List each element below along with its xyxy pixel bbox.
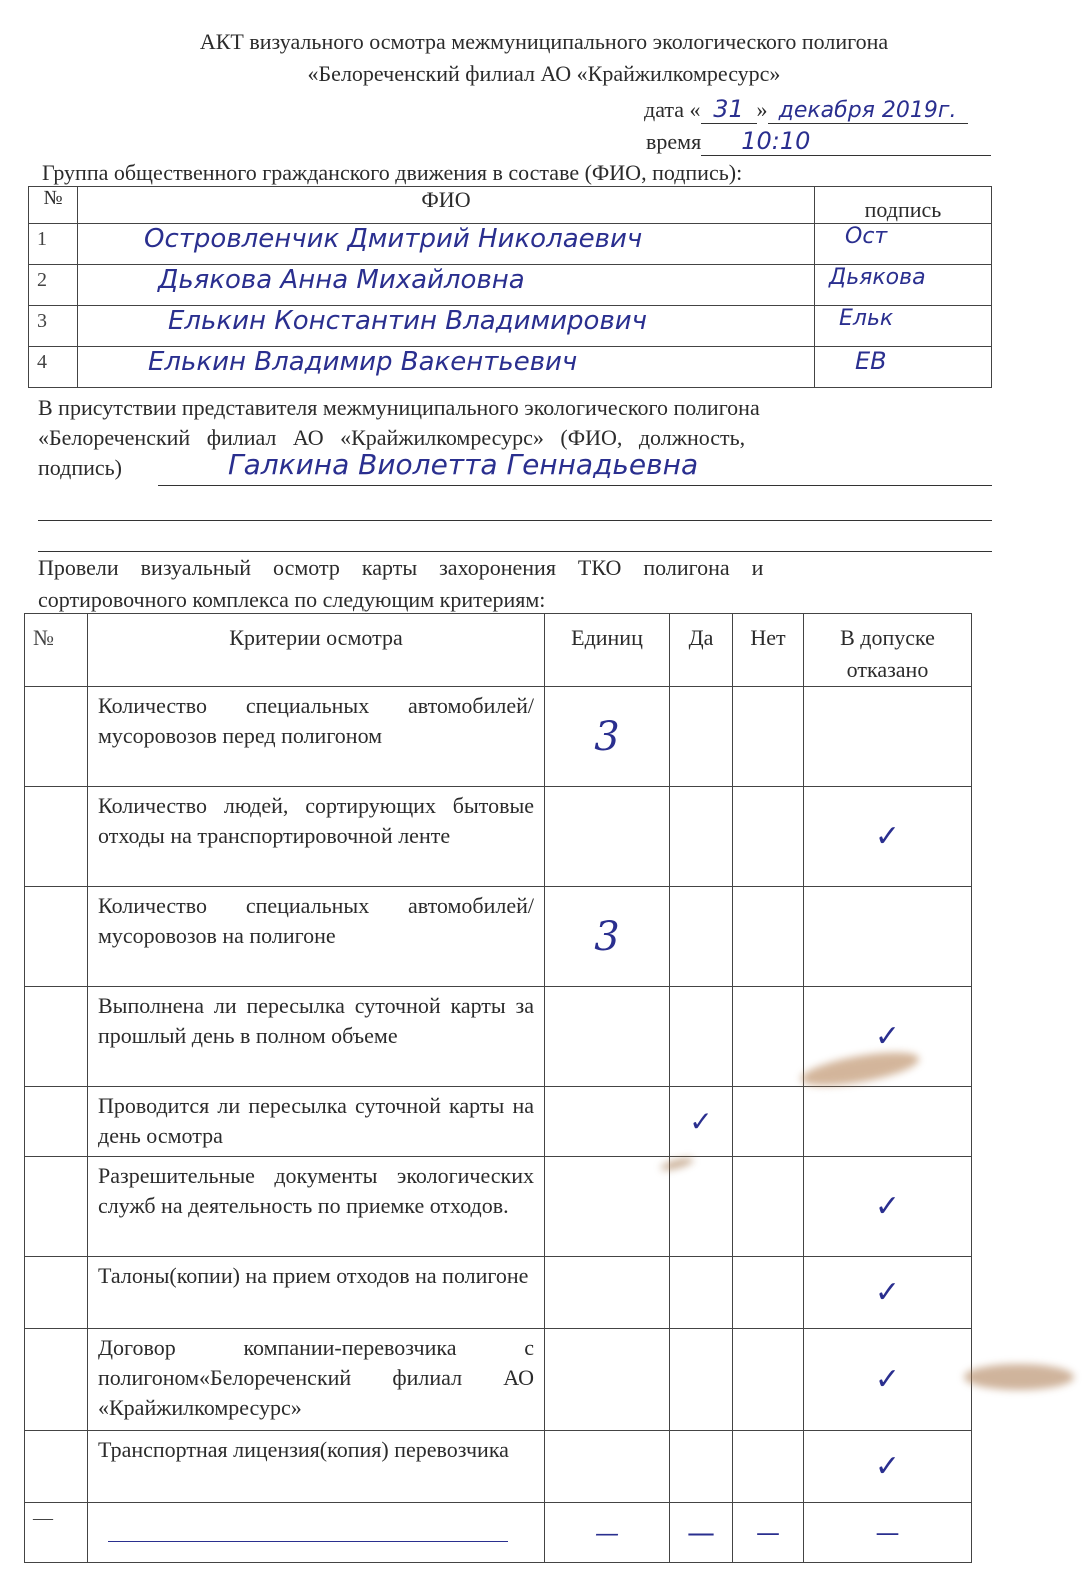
criteria-text: Количество специальных автомобилей/мусоровозов на полигоне (88, 887, 545, 987)
representative-line-2: «Белореченский филиал АО «Крайжилкомресурс» (ФИО, должность, (38, 425, 746, 450)
inspection-row (25, 687, 972, 787)
denied-mark: ✓ (804, 1329, 972, 1431)
no-mark (733, 1157, 804, 1257)
date-month-year-value: декабря 2019г. (768, 98, 968, 124)
representative-line-3: подпись) (38, 455, 123, 480)
yes-mark (670, 1157, 733, 1257)
participant-row (29, 265, 992, 306)
stain-mark (964, 1364, 1074, 1390)
inspection-row (25, 1329, 972, 1431)
participant-signature: Ост (815, 224, 992, 265)
date-label: дата « (644, 97, 701, 122)
inspection-col-denied: В допуске отказано (804, 614, 972, 687)
criteria-text: Количество людей, сортирующих бытовые отходы на транспортировочной ленте (88, 787, 545, 887)
row-number (25, 987, 88, 1087)
inspection-row (25, 787, 972, 887)
date-day-value: 31 (701, 95, 757, 124)
row-number (25, 1431, 88, 1503)
row-number (25, 1157, 88, 1257)
participants-header-row (29, 187, 992, 224)
participants-col-fio: ФИО (78, 187, 815, 224)
date-mid: » (756, 97, 768, 122)
denied-mark: ✓ (804, 1431, 972, 1503)
no-mark (733, 987, 804, 1087)
yes-mark (670, 787, 733, 887)
row-number (25, 1329, 88, 1431)
units-value: 3 (545, 887, 670, 987)
criteria-text: Проводится ли пересылка суточной карты на день осмотра (88, 1087, 545, 1157)
yes-mark (670, 1257, 733, 1329)
time-field (646, 127, 991, 156)
denied-mark: ✓ (804, 1257, 972, 1329)
criteria-text: Договор компании-перевозчика с полигоном«Белореченский филиал АО «Крайжилкомресурс» (88, 1329, 545, 1431)
participant-name: Дьякова Анна Михайловна (78, 265, 815, 306)
document-title-line-1: АКТ визуального осмотра межмуниципального экологического полигона (199, 29, 889, 54)
participant-signature: ЕВ (815, 347, 992, 388)
inspection-header-row (25, 614, 972, 687)
inspection-row (25, 1503, 972, 1563)
participants-table (28, 186, 992, 388)
criteria-text: Количество специальных автомобилей/мусоровозов перед полигоном (88, 687, 545, 787)
no-mark (733, 1431, 804, 1503)
inspection-row (25, 1257, 972, 1329)
units-value (545, 987, 670, 1087)
inspection-body (25, 687, 972, 1563)
participant-signature: Ельк (815, 306, 992, 347)
time-label: время (646, 129, 702, 154)
time-value: 10:10 (701, 127, 991, 156)
inspection-intro-line-1: Провели визуальный осмотр карты захоронения ТКО полигона и (38, 555, 764, 580)
blank-line (38, 551, 992, 552)
denied-mark: ✓ (804, 787, 972, 887)
units-value (545, 1157, 670, 1257)
no-mark (733, 1329, 804, 1431)
participant-signature: Дьякова (815, 265, 992, 306)
inspection-row (25, 887, 972, 987)
denied-mark (804, 887, 972, 987)
participant-name: Островленчик Дмитрий Николаевич (78, 224, 815, 265)
blank-line (38, 520, 992, 521)
participant-row (29, 306, 992, 347)
yes-mark: ✓ (670, 1087, 733, 1157)
inspection-col-no: № (25, 614, 88, 687)
strike-dash (108, 1541, 508, 1542)
units-value (545, 787, 670, 887)
no-mark: — (733, 1503, 804, 1563)
units-value (545, 1087, 670, 1157)
row-number (25, 1087, 88, 1157)
units-value: 3 (545, 687, 670, 787)
participant-number: 3 (29, 306, 78, 347)
date-field (644, 95, 968, 124)
denied-mark: ✓ (804, 987, 972, 1087)
yes-mark (670, 1431, 733, 1503)
row-number (25, 1257, 88, 1329)
yes-mark (670, 887, 733, 987)
document-title-line-2: «Белореченский филиал АО «Крайжилкомресурс» (307, 61, 781, 86)
no-mark (733, 687, 804, 787)
denied-mark: — (804, 1503, 972, 1563)
inspection-intro-line-2: сортировочного комплекса по следующим критериям: (38, 587, 546, 612)
row-number (25, 887, 88, 987)
inspection-row (25, 1431, 972, 1503)
inspection-col-no-answer: Нет (733, 614, 804, 687)
inspection-row (25, 1157, 972, 1257)
no-mark (733, 1087, 804, 1157)
yes-mark (670, 687, 733, 787)
yes-mark (670, 987, 733, 1087)
denied-mark (804, 1087, 972, 1157)
inspection-col-criteria: Критерии осмотра (88, 614, 545, 687)
units-value (545, 1431, 670, 1503)
participant-number: 4 (29, 347, 78, 388)
no-mark (733, 887, 804, 987)
units-value (545, 1257, 670, 1329)
units-value (545, 1329, 670, 1431)
group-heading: Группа общественного гражданского движения в составе (ФИО, подпись): (42, 160, 743, 185)
criteria-text (88, 1503, 545, 1563)
participant-name: Елькин Владимир Вакентьевич (78, 347, 815, 388)
units-value: — (545, 1503, 670, 1563)
representative-value: Галкина Виолетта Геннадьевна (158, 448, 992, 486)
criteria-text: Выполнена ли пересылка суточной карты за прошлый день в полном объеме (88, 987, 545, 1087)
participant-row (29, 347, 992, 388)
inspection-table (24, 613, 972, 1563)
denied-mark: ✓ (804, 1157, 972, 1257)
participant-name: Елькин Константин Владимирович (78, 306, 815, 347)
participant-number: 1 (29, 224, 78, 265)
participants-col-sign: подпись (815, 187, 992, 224)
inspection-col-yes: Да (670, 614, 733, 687)
row-number (25, 687, 88, 787)
criteria-text: Талоны(копии) на прием отходов на полигоне (88, 1257, 545, 1329)
representative-line-1: В присутствии представителя межмуниципального экологического полигона (38, 395, 760, 420)
denied-mark (804, 687, 972, 787)
criteria-text: Транспортная лицензия(копия) перевозчика (88, 1431, 545, 1503)
participant-number: 2 (29, 265, 78, 306)
participants-col-no: № (29, 187, 78, 224)
row-number: — (25, 1503, 88, 1563)
no-mark (733, 787, 804, 887)
inspection-row (25, 1087, 972, 1157)
yes-mark: — (670, 1503, 733, 1563)
criteria-text: Разрешительные документы экологических служб на деятельность по приемке отходов. (88, 1157, 545, 1257)
no-mark (733, 1257, 804, 1329)
row-number (25, 787, 88, 887)
yes-mark (670, 1329, 733, 1431)
participant-row (29, 224, 992, 265)
inspection-col-units: Единиц (545, 614, 670, 687)
